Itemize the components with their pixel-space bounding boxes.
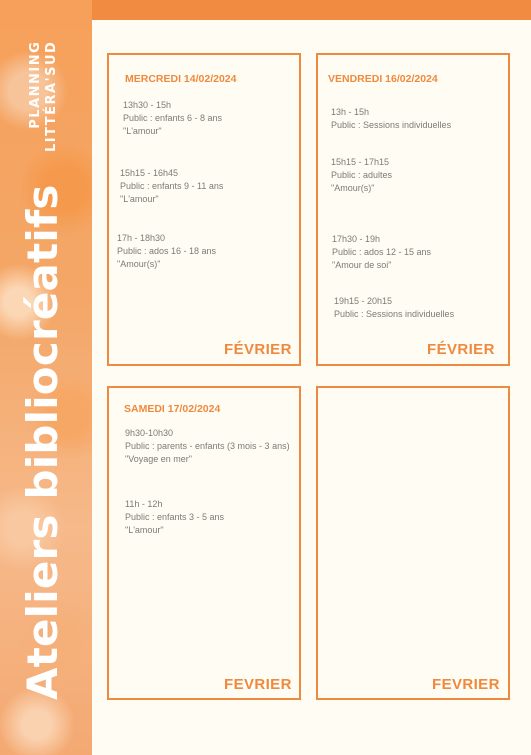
session-public: Public : Sessions individuelles: [334, 309, 455, 319]
session-theme: "L'amour": [125, 525, 164, 535]
card-title: MERCREDI 14/02/2024: [125, 73, 237, 85]
session-time: 9h30-10h30: [125, 428, 174, 438]
subtitle-line-1: PLANNING: [28, 40, 43, 129]
month-label: FEVRIER: [224, 676, 292, 693]
sidebar-subtitle: [28, 41, 60, 152]
day-card-saturday: [107, 386, 301, 700]
session-public: Public : ados 16 - 18 ans: [117, 246, 217, 256]
session-time: 13h - 15h: [331, 107, 370, 117]
session-time: 17h30 - 19h: [332, 234, 381, 244]
session-block: [331, 156, 392, 195]
day-card-empty: [316, 386, 510, 700]
session-block: [120, 167, 223, 206]
sidebar-title: Ateliers bibliocréatifs: [18, 184, 67, 700]
session-block: [117, 232, 216, 271]
day-card-wednesday: [107, 53, 301, 366]
session-block: [334, 295, 454, 321]
session-public: Public : enfants 3 - 5 ans: [125, 512, 225, 522]
session-theme: "Amour de soi": [332, 260, 392, 270]
session-block: [123, 99, 222, 138]
session-time: 11h - 12h: [125, 499, 163, 509]
session-public: Public : parents - enfants (3 mois - 3 ans): [125, 441, 290, 451]
session-theme: "L'amour": [120, 194, 159, 204]
subtitle-line-2: LITTÉRA'SUD: [44, 40, 59, 152]
month-label: FEVRIER: [432, 676, 500, 693]
session-public: Public : adultes: [331, 170, 393, 180]
session-theme: "Voyage en mer": [125, 454, 192, 464]
session-block: [331, 106, 451, 132]
session-time: 15h15 - 17h15: [331, 157, 390, 167]
month-label: FÉVRIER: [427, 341, 495, 358]
content-area: [92, 20, 531, 755]
card-title: VENDREDI 16/02/2024: [328, 73, 438, 85]
sidebar-floral-panel: [0, 0, 92, 755]
session-public: Public : enfants 9 - 11 ans: [120, 181, 224, 191]
session-time: 15h15 - 16h45: [120, 168, 179, 178]
month-label: FÉVRIER: [224, 341, 292, 358]
day-card-friday: [316, 53, 510, 366]
card-title: SAMEDI 17/02/2024: [124, 403, 221, 415]
session-time: 13h30 - 15h: [123, 100, 172, 110]
session-block: [125, 498, 224, 537]
session-public: Public : Sessions individuelles: [331, 120, 452, 130]
session-public: Public : ados 12 - 15 ans: [332, 247, 432, 257]
session-public: Public : enfants 6 - 8 ans: [123, 113, 223, 123]
session-time: 19h15 - 20h15: [334, 296, 393, 306]
session-theme: "Amour(s)": [331, 183, 375, 193]
session-block: [125, 427, 293, 466]
session-time: 17h - 18h30: [117, 233, 166, 243]
session-theme: "Amour(s)": [117, 259, 161, 269]
session-block: [332, 233, 431, 272]
session-theme: "L'amour": [123, 126, 162, 136]
